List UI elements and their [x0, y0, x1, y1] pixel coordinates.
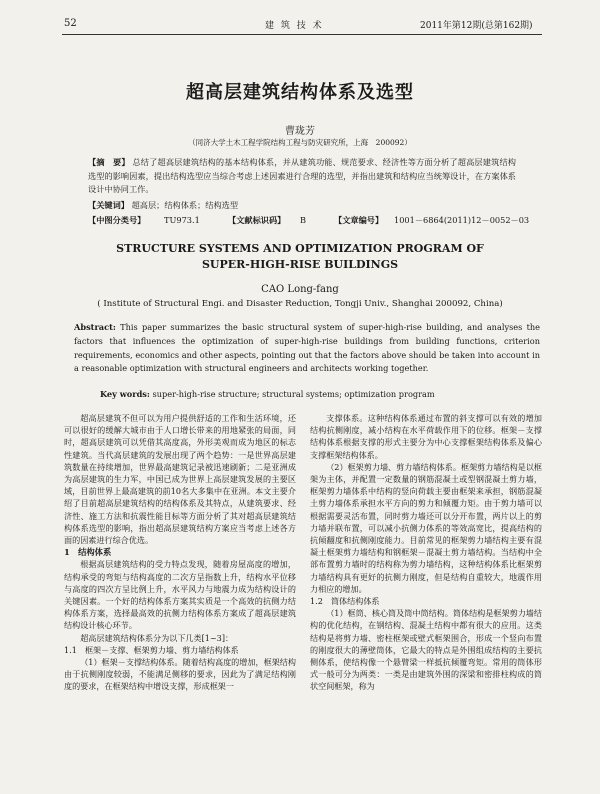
classification-line [88, 215, 528, 228]
paragraph: 支撑体系。这种结构体系通过布置的斜支撑可以有效的增加结构抗侧刚度，减小结构在水平荷载作用下的位移。框架－支撑结构体系根据支撑的形式主要分为中心支撑框架结构体系及偏心支撑框架结构体系。 [310, 413, 542, 460]
paragraph: （2）框架剪力墙、剪力墙结构体系。框架剪力墙结构是以框架为主体，并配置一定数量的钢筋混凝土或型钢混凝土剪力墙，框架剪力墙体系中结构的竖向荷载主要由框架来承担，钢筋混凝土剪力墙体系承担水平方向的剪力和倾覆力矩。由于剪力墙可以根据需要灵活布置，同时剪力墙还可以分开布置，两片以上的剪力墙并联布置，可以减小抗侧力体系的等效高宽比，提高结构的抗倾翻度和抗侧刚度能力。目前常见的框架剪力墙结构主要有混凝土框架剪力墙结构和钢框架－混凝土剪力墙结构。当结构中全部布置剪力墙时的结构称为剪力墙结构，这种结构体系比框架剪力墙结构具有更好的抗侧力刚度，但是结构自重较大，地震作用力相应的增加。 [310, 461, 542, 594]
author-name-en: CAO Long-fang [261, 284, 339, 295]
page-number: 52 [64, 18, 77, 29]
paragraph: 超高层建筑结构体系分为以下几类[1~3]： [80, 632, 234, 643]
keywords-zh [88, 199, 516, 212]
article-no-label: 【文章编号】 [334, 215, 384, 225]
paragraph: 超高层建筑不但可以为用户提供舒适的工作和生活环境，还可以很好的缓解大城市由于人口增长带来的用地紧张的局面，同时，超高层建筑可以凭借其高度高，外形美观而成为地区的标志性建筑。当代高层建筑的发展出现了两个趋势：一是世界高层建筑数量在持续增加，世界最高建筑记录被迅速刷新；二是亚洲成为高层建筑的生力军，中国已成为世界上高层建筑发展的主要区域，目前世界上最高建筑的前10名大多集中在亚洲。本文主要介绍了目前超高层建筑结构的结构体系及其特点，从建筑要求、经济性、施工方法和抗震性能目标等方面分析了其对超高层建筑结构体系选型的影响，指出超高层建筑结构方案应当考虑上述各方面的因素进行综合优选。 [64, 413, 296, 546]
keywords-zh-label: 【关键词】 [88, 200, 129, 210]
clc-value: TU973.1 [164, 215, 200, 225]
clc-label: 【中图分类号】 [88, 215, 146, 225]
paper-title-en [0, 241, 600, 273]
doc-code-label: 【文献标识码】 [228, 215, 286, 225]
keywords-zh-text: 超高层；结构体系；结构选型 [131, 200, 239, 210]
abstract-en-text: This paper summarizes the basic structural system of super-high-rise building, and analyses the factors that influences the optimization of super-high-rise buildings from building functions, criterion requirements, economics and other aspects, pointing out that the factors above should be taken into account in a reasonable optimization with structural engineers and architects working together. [74, 322, 540, 374]
keywords-en-label: Key words: [100, 389, 150, 399]
abstract-zh-label: 【摘 要】 [88, 157, 130, 167]
paragraph: （1）框筒、核心筒及筒中筒结构。筒体结构是框架剪力墙结构的优化结构，在钢结构、混凝土结构中都有很大的应用。这类结构是将剪力墙、密柱框架或壁式框架围合，形成一个竖向布置的刚度很大的薄壁筒体，它最大的特点是外围组成结构的主要抗侧体系，使结构像一个悬臂梁一样抵抗倾覆弯矩。常用的筒体形式一般可分为两类：一类是由建筑外围的深梁和密排柱构成的筒状空间框架，称为 [310, 608, 542, 692]
issue-info: 2011年第12期(总第162期) [420, 21, 533, 31]
body-column-left [64, 412, 296, 693]
abstract-zh [88, 156, 516, 197]
paper-title-en-line2: SUPER-HIGH-RISE BUILDINGS [201, 258, 399, 271]
body-column-right [310, 412, 542, 693]
abstract-zh-text: 总结了超高层建筑结构的基本结构体系，并从建筑功能、规范要求、经济性等方面分析了超高层建筑结构选型的影响因素，提出结构选型应当综合考虑上述因素进行合理的选型，并指出建筑和结构应当统筹设计，在方案体系设计中协同工作。 [88, 157, 516, 194]
keywords-en [100, 389, 530, 399]
author-name: 曹珑芳 [285, 126, 315, 137]
abstract-en [74, 321, 540, 376]
doc-code-value: B [300, 215, 307, 225]
subsection-heading-1-2: 1.2 筒体结构体系 [310, 596, 380, 607]
article-no-value: 1001－6864(2011)12－0052－03 [394, 215, 530, 225]
paper-title: 超高层建筑结构体系及选型 [186, 82, 414, 103]
section-heading-1: 1 结构体系 [64, 547, 112, 558]
author-affiliation-en: ( Institute of Structural Engi. and Disaster Reduction, Tongji Univ., Shanghai 200092, China) [97, 299, 503, 309]
paragraph: 根据高层建筑结构的受力特点发现，随着房屋高度的增加，结构承受的弯矩与结构高度的二次方呈指数上升，结构水平位移与高度的四次方呈比例上升，水平风力与地震力成为结构设计的关键因素。一个好的结构体系方案其实质是一个高效的抗侧力结构体系方案，选择最高效的抗侧力结构体系方案成了超高层建筑结构设计核心环节。 [64, 559, 296, 631]
abstract-en-label: Abstract: [74, 322, 116, 332]
author-affiliation: （同济大学土木工程学院结构工程与防灾研究所，上海 200092） [188, 138, 412, 147]
paragraph: （1）框架－支撑结构体系。随着结构高度的增加，框架结构由于抗侧刚度较弱，不能满足侧移的要求，因此为了满足结构刚度的要求，在框架结构中增设支撑，形成框架一 [64, 657, 296, 692]
paper-title-en-line1: STRUCTURE SYSTEMS AND OPTIMIZATION PROGRAM OF [116, 242, 484, 255]
header-rule [62, 34, 542, 35]
journal-name: 建 筑 技 术 [265, 21, 324, 31]
running-header [0, 0, 600, 40]
keywords-en-text: super-high-rise structure; structural systems; optimization program [152, 389, 435, 399]
subsection-heading-1-1: 1.1 框架－支撑、框架剪力墙、剪力墙结构体系 [64, 644, 239, 655]
